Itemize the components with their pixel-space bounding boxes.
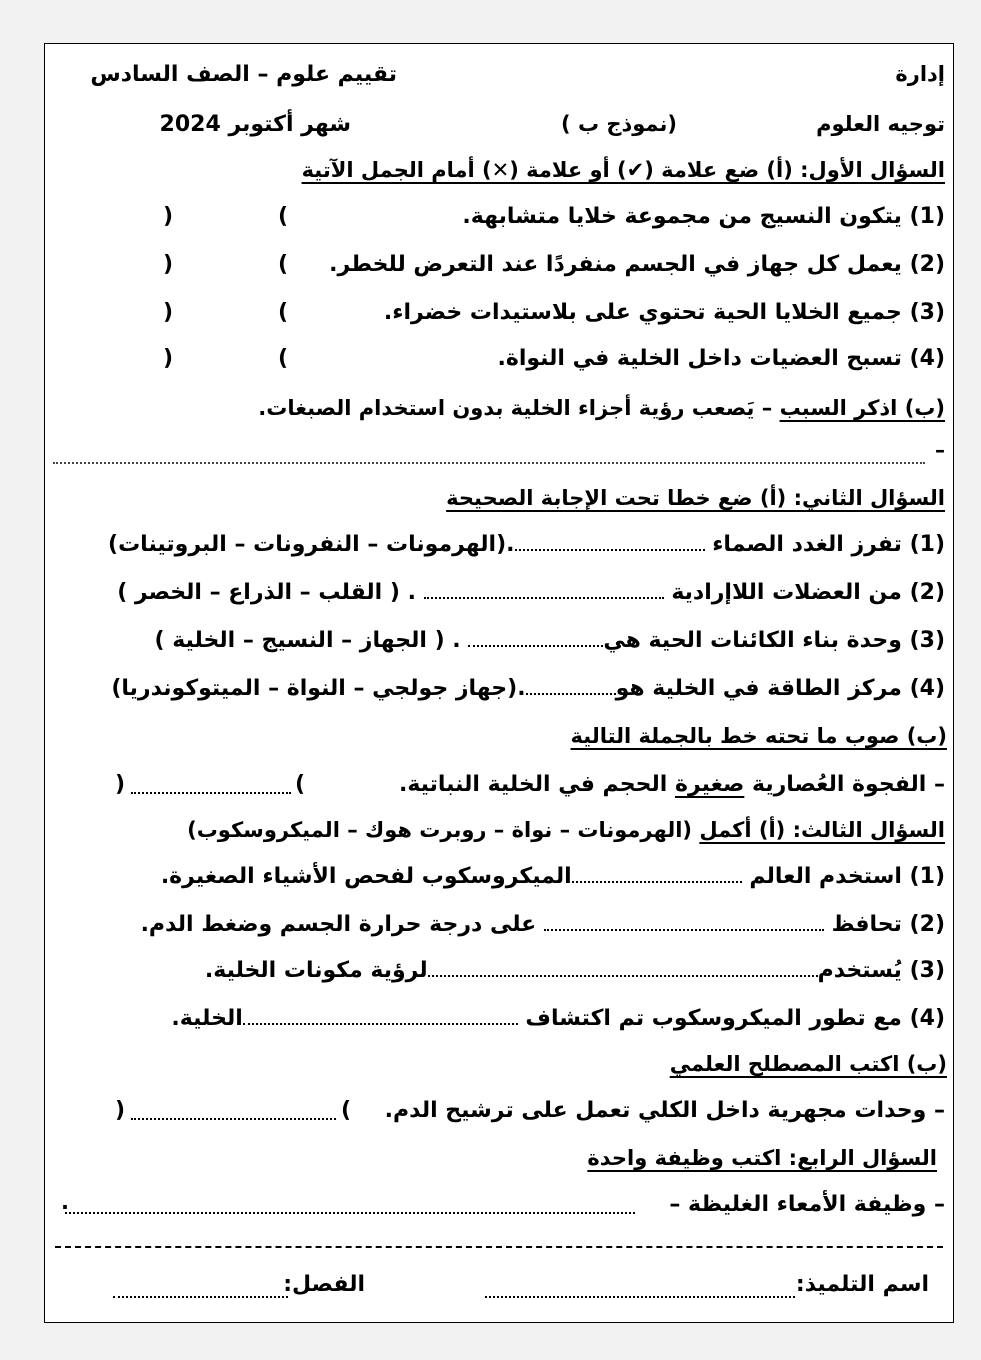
answer-blank [572,877,742,883]
q2-item-stem: (4) مركز الطاقة في الخلية هو [615,676,945,701]
q3-item-stem: (1) استخدم العالم [749,864,945,889]
q3-item-3 [205,958,945,984]
q2-item-options: ( الجهاز – النسيج – الخلية ) [154,628,445,653]
directorate-label: توجيه العلوم [816,112,945,136]
q2-item-stem: (3) وحدة بناء الكائنات الحية هي [603,628,945,653]
class-blank [113,1292,288,1298]
q4-heading: السؤال الرابع: اكتب وظيفة واحدة [587,1146,937,1170]
answer-blank [424,593,664,599]
dash-mark: – [935,438,945,462]
exam-title: تقييم علوم – الصف السادس [90,62,397,87]
q1-b-line [258,396,945,421]
answer-blank [131,788,291,794]
q2-b-underlined-word: صغيرة [674,772,745,797]
q3-item-tail: على درجة حرارة الجسم وضغط الدم. [140,912,537,937]
q3-b-heading: (ب) اكتب المصطلح العلمي [669,1052,947,1076]
answer-paren-open: ( [278,204,289,229]
q2-item-stem: (2) من العضلات اللاإرادية [671,580,945,605]
q2-heading: السؤال الثاني: (أ) ضع خطا تحت الإجابة الصحيحة [446,486,945,510]
answer-blank [428,971,818,977]
answer-blank [131,1114,336,1120]
q3-item-2 [141,912,945,938]
separator-dashed-line [55,1246,943,1248]
q2-item-1 [108,532,945,558]
q2-item-3 [154,628,945,654]
q3-item-tail: الخلية. [171,1006,243,1031]
q2-item-2 [117,580,945,606]
answer-blank [243,1019,518,1025]
q2-b-text: الحجم في الخلية النباتية. [398,772,675,797]
answer-dotted-line [53,462,925,464]
student-name-label: اسم التلميذ: [795,1272,929,1297]
q3-item-stem: (2) تحافظ [831,912,945,937]
q3-word-bank: (الهرمونات – نواة – روبرت هوك – الميكروسكوب) [187,818,700,842]
q1-item-1: (1) يتكون النسيج من مجموعة خلايا متشابهة. [462,204,945,229]
answer-paren-close: ) [163,346,174,371]
class-label: الفصل: [283,1272,365,1297]
answer-blank [515,545,705,551]
answer-paren-close: ) [163,252,174,277]
answer-paren-close: ) [115,772,126,797]
period: . [407,580,416,605]
answer-paren-open: ( [278,252,289,277]
answer-paren-close: ) [163,204,174,229]
q3-b-text: – وحدات مجهرية داخل الكلي تعمل على ترشيح الدم. [384,1098,945,1123]
q1-item-4: (4) تسبح العضيات داخل الخلية في النواة. [497,346,945,371]
q2-item-4 [111,676,945,702]
q3-item-stem: (4) مع تطور الميكروسكوب تم اكتشاف [525,1006,945,1031]
q3-heading-label: السؤال الثالث: (أ) أكمل [699,818,945,842]
answer-blank [526,689,616,695]
q4-item: – وظيفة الأمعاء الغليظة – [669,1192,945,1217]
answer-paren-open: ( [278,300,289,325]
q1-item-3: (3) جميع الخلايا الحية تحتوي على بلاستيدات خضراء. [383,300,945,325]
answer-blank [468,641,603,647]
answer-paren-open: ( [341,1098,352,1123]
exam-date: شهر أكتوبر 2024 [159,112,351,137]
period: . [61,1190,69,1214]
q2-b-heading: (ب) صوب ما تحته خط بالجملة التالية [570,724,947,748]
q2-item-options: (الهرمونات – النفرونات – البروتينات) [108,532,507,557]
answer-paren-open: ( [295,772,306,797]
q3-item-tail: لرؤية مكونات الخلية. [204,958,428,983]
model-label: (نموذج ب ) [561,112,677,136]
q3-item-1 [161,864,945,890]
q1-heading: السؤال الأول: (أ) ضع علامة (✔) أو علامة (✕) أمام الجمل الآتية [301,158,945,182]
q2-b-text: – الفجوة العُصارية [744,772,945,797]
q1-item-2: (2) يعمل كل جهاز في الجسم منفردًا عند التعرض للخطر. [329,252,945,277]
student-name-blank [485,1292,795,1298]
q3-item-tail: الميكروسكوب لفحص الأشياء الصغيرة. [160,864,572,889]
answer-paren-close: ) [163,300,174,325]
answer-paren-close: ) [115,1098,126,1123]
q1-b-text: – يَصعب رؤية أجزاء الخلية بدون استخدام الصبغات. [258,396,773,420]
period: . [517,676,526,701]
q2-item-options: (جهاز جولجي – النواة – الميتوكوندريا) [111,676,518,701]
answer-blank [65,1208,635,1214]
period: . [452,628,461,653]
q2-item-stem: (1) تفرز الغدد الصماء [712,532,945,557]
q2-b-sentence [399,772,945,798]
answer-blank [544,925,824,931]
exam-sheet [44,43,954,1323]
q3-heading [187,818,945,843]
q3-item-4 [171,1006,945,1032]
q3-item-stem: (3) يُستخدم [817,958,945,983]
admin-label: إدارة [895,62,945,86]
q1-b-label: (ب) اذكر السبب [779,396,945,420]
answer-paren-open: ( [278,346,289,371]
q2-item-options: ( القلب – الذراع – الخصر ) [117,580,400,605]
period: . [506,532,515,557]
